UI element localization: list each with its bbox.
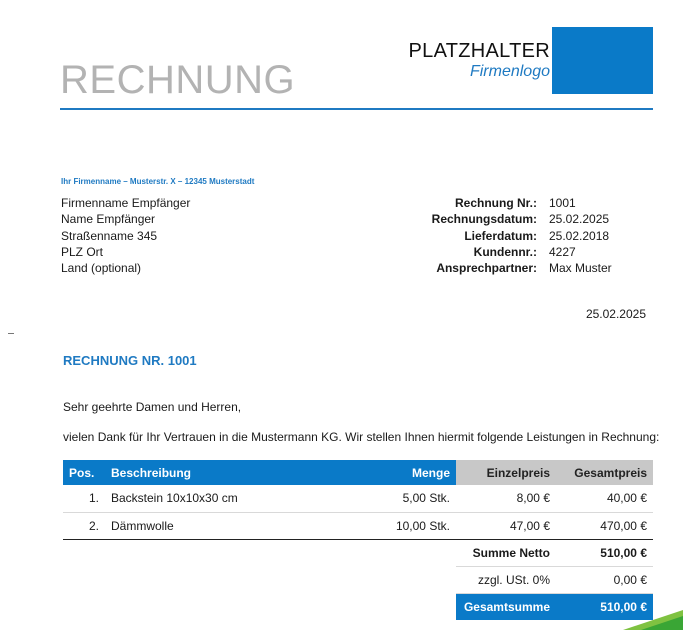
recipient-city: PLZ Ort bbox=[61, 244, 104, 259]
tax-row bbox=[456, 567, 653, 594]
greeting-text: Sehr geehrte Damen und Herren, bbox=[63, 400, 242, 414]
recipient-street: Straßenname 345 bbox=[61, 228, 158, 243]
recipient-name: Name Empfänger bbox=[61, 212, 156, 227]
fold-mark bbox=[8, 333, 14, 334]
meta-row-delivery-date bbox=[420, 228, 639, 244]
cell-quantity: 5,00 Stk. bbox=[320, 485, 456, 512]
meta-label: Kundennr.: bbox=[473, 244, 537, 259]
meta-row-invoice-number bbox=[420, 195, 639, 211]
meta-label: Rechnung Nr.: bbox=[454, 196, 537, 210]
meta-value: 1001 bbox=[549, 196, 576, 210]
cell-description: Backstein 10x10x30 cm bbox=[105, 485, 320, 512]
tax-label: zzgl. USt. 0% bbox=[477, 573, 550, 587]
intro-text: vielen Dank für Ihr Vertrauen in die Mustermann KG. Wir stellen Ihnen hiermit folgende Leistungen in Rechnung: bbox=[63, 430, 660, 444]
table-row bbox=[63, 512, 653, 539]
meta-row-invoice-date bbox=[420, 211, 639, 227]
cell-quantity: 10,00 Stk. bbox=[320, 512, 456, 539]
cell-pos: 2. bbox=[63, 512, 105, 539]
cell-pos: 1. bbox=[63, 485, 105, 512]
logo-sub-text: Firmenlogo bbox=[469, 63, 550, 80]
meta-label: Ansprechpartner: bbox=[436, 261, 537, 276]
grand-total-label: Gesamtsumme bbox=[463, 600, 550, 614]
document-title: RECHNUNG bbox=[60, 58, 296, 102]
net-total-row bbox=[456, 540, 653, 567]
header-quantity: Menge bbox=[320, 460, 456, 485]
table-header-row bbox=[63, 460, 653, 485]
document-date: 25.02.2025 bbox=[585, 307, 646, 321]
net-total-label: Summe Netto bbox=[472, 546, 550, 560]
cell-total-price: 470,00 € bbox=[556, 512, 653, 539]
table-row bbox=[63, 485, 653, 512]
logo-box bbox=[552, 27, 653, 94]
cell-unit-price: 47,00 € bbox=[456, 512, 556, 539]
meta-value: 4227 bbox=[549, 244, 576, 259]
page-corner-accent bbox=[623, 610, 683, 630]
recipient-company: Firmenname Empfänger bbox=[61, 196, 191, 210]
line-items-table bbox=[63, 460, 653, 540]
header-pos: Pos. bbox=[63, 460, 105, 485]
company-logo-text bbox=[409, 40, 550, 81]
invoice-meta bbox=[420, 195, 639, 276]
totals-block bbox=[456, 540, 653, 620]
cell-total-price: 40,00 € bbox=[556, 485, 653, 512]
meta-row-customer-number bbox=[420, 244, 639, 260]
meta-value: 25.02.2025 bbox=[549, 212, 610, 227]
recipient-address bbox=[61, 195, 190, 276]
header-unit-price: Einzelpreis bbox=[456, 460, 556, 485]
sender-address-line: Ihr Firmenname – Musterstr. X – 12345 Musterstadt bbox=[61, 177, 255, 186]
meta-label: Rechnungsdatum: bbox=[431, 212, 537, 227]
meta-value: 25.02.2018 bbox=[549, 228, 610, 243]
net-total-value: 510,00 € bbox=[600, 546, 647, 560]
header-description: Beschreibung bbox=[105, 460, 320, 485]
logo-main-text: PLATZHALTER bbox=[408, 40, 550, 62]
recipient-country: Land (optional) bbox=[61, 261, 142, 276]
header-divider bbox=[60, 108, 653, 110]
header-total-price: Gesamtpreis bbox=[556, 460, 653, 485]
cell-description: Dämmwolle bbox=[105, 512, 320, 539]
meta-row-contact-person bbox=[420, 260, 639, 276]
grand-total-value: 510,00 € bbox=[600, 600, 647, 614]
invoice-heading: RECHNUNG NR. 1001 bbox=[63, 353, 197, 368]
cell-unit-price: 8,00 € bbox=[456, 485, 556, 512]
tax-value: 0,00 € bbox=[613, 573, 647, 587]
meta-value: Max Muster bbox=[549, 261, 612, 276]
meta-label: Lieferdatum: bbox=[464, 228, 537, 243]
